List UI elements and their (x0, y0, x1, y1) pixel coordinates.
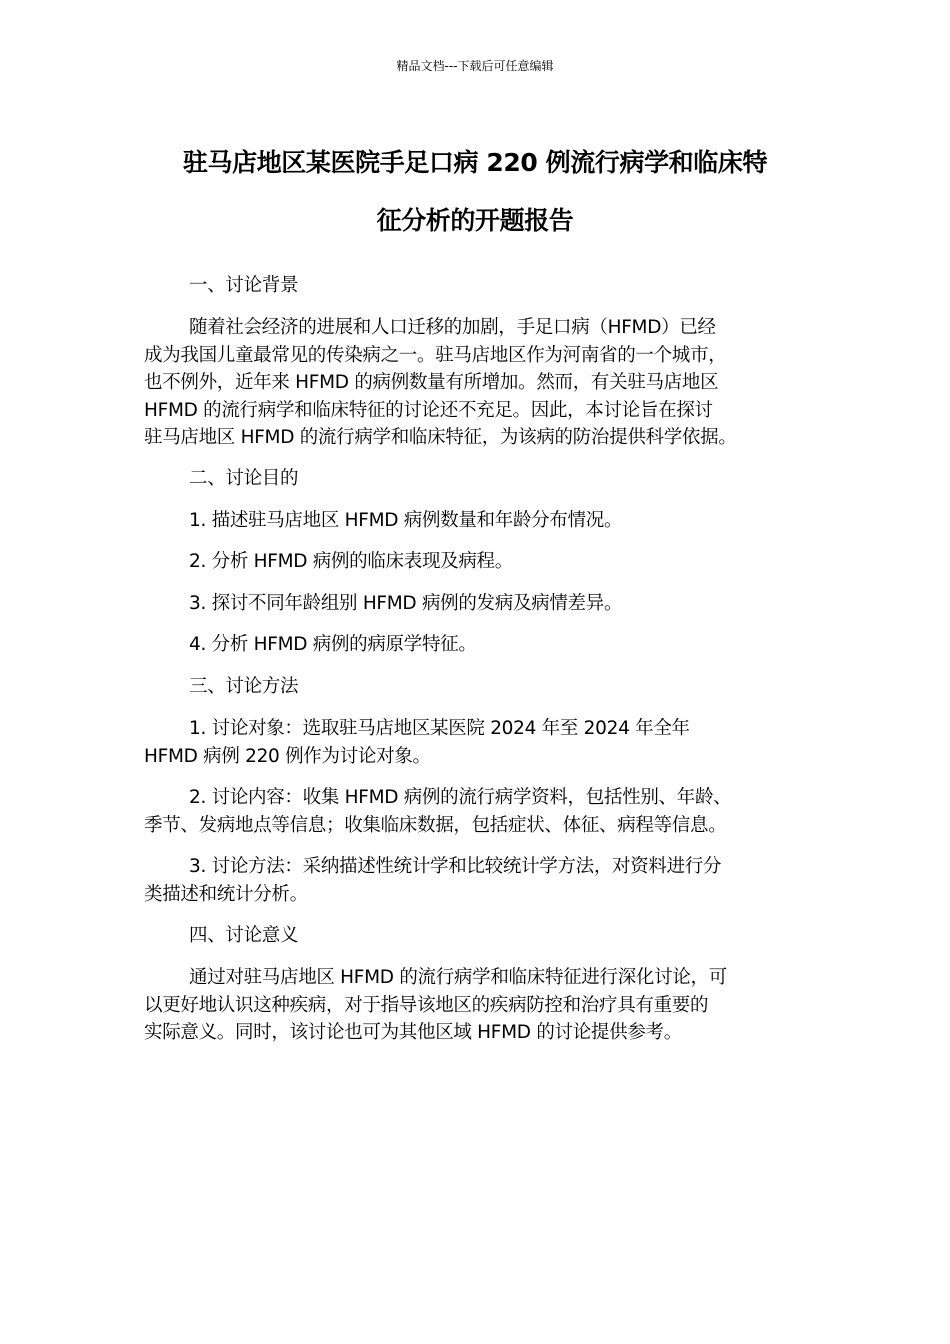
title-line-1: 驻马店地区某医院手足口病 220 例流行病学和临床特 (182, 148, 768, 177)
background-line: 也不例外，近年来 HFMD 的病例数量有所增加。然而，有关驻马店地区 (144, 372, 719, 393)
objective-item-2: 2. 分析 HFMD 病例的临床表现及病程。 (189, 551, 513, 572)
section-heading-background: 一、讨论背景 (189, 275, 299, 296)
significance-paragraph (144, 964, 814, 1047)
methods-item-3-line: 类描述和统计分析。 (144, 883, 308, 905)
significance-line: 实际意义。同时，该讨论也可为其他区域 HFMD 的讨论提供参考。 (144, 1022, 682, 1043)
methods-item-1-line: HFMD 病例 220 例作为讨论对象。 (144, 745, 431, 767)
methods-item-3-line: 3. 讨论方法：采纳描述性统计学和比较统计学方法，对资料进行分 (189, 856, 722, 877)
background-line: 驻马店地区 HFMD 的流行病学和临床特征，为该病的防治提供科学依据。 (144, 427, 737, 448)
page-header: 精品文档---下载后可任意编辑 (396, 59, 554, 73)
background-paragraph (144, 314, 814, 452)
methods-item-1-line: 1. 讨论对象：选取驻马店地区某医院 2024 年至 2024 年全年 (189, 718, 690, 739)
significance-line: 以更好地认识这种疾病，对于指导该地区的疾病防控和治疗具有重要的 (144, 994, 709, 1016)
significance-line: 通过对驻马店地区 HFMD 的流行病学和临床特征进行深化讨论，可 (189, 967, 727, 988)
background-line: 随着社会经济的进展和人口迁移的加剧，手足口病（HFMD）已经 (189, 317, 716, 338)
methods-item-2-line: 2. 讨论内容：收集 HFMD 病例的流行病学资料，包括性别、年龄、 (189, 787, 732, 808)
document-title (140, 134, 810, 250)
section-heading-methods: 三、讨论方法 (189, 676, 299, 697)
methods-item-2 (144, 784, 814, 839)
title-line-2: 征分析的开题报告 (376, 206, 574, 235)
methods-item-3 (144, 853, 814, 908)
background-line: 成为我国儿童最常见的传染病之一。驻马店地区作为河南省的一个城市， (144, 344, 727, 366)
section-heading-significance: 四、讨论意义 (189, 925, 299, 946)
section-heading-objectives: 二、讨论目的 (189, 468, 299, 489)
methods-item-1 (144, 715, 814, 770)
objective-item-3: 3. 探讨不同年龄组别 HFMD 病例的发病及病情差异。 (189, 593, 623, 614)
background-line: HFMD 的流行病学和临床特征的讨论还不充足。因此，本讨论旨在探讨 (144, 399, 713, 421)
objective-item-1: 1. 描述驻马店地区 HFMD 病例数量和年龄分布情况。 (189, 510, 623, 531)
methods-item-2-line: 季节、发病地点等信息；收集临床数据，包括症状、体征、病程等信息。 (144, 814, 727, 836)
objective-item-4: 4. 分析 HFMD 病例的病原学特征。 (189, 634, 477, 655)
